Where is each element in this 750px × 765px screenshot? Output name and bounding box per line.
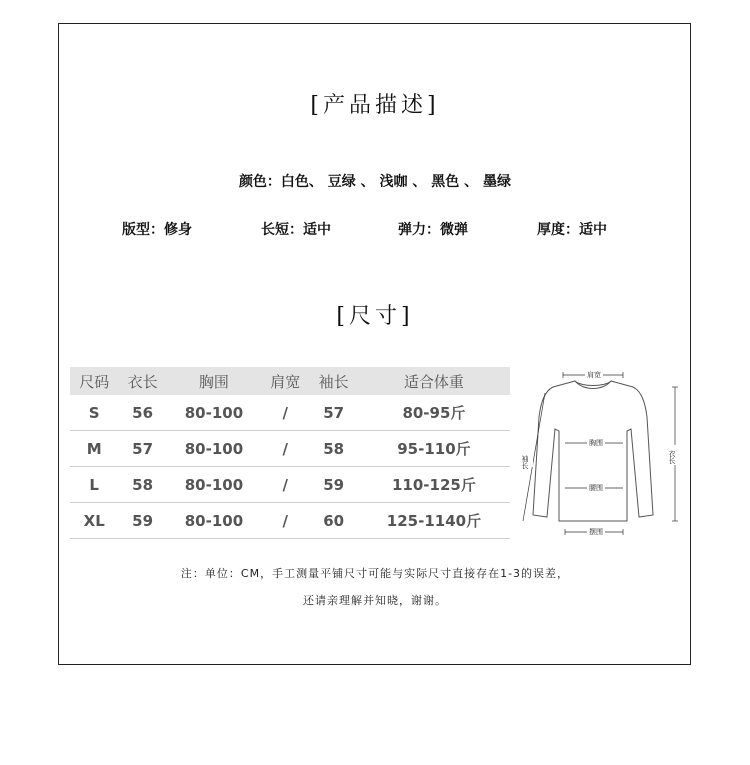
note-line-1: 注：单位：CM，手工测量平铺尺寸可能与实际尺寸直接存在1-3的误差， [180,567,570,580]
spec-thickness [537,219,607,239]
table-cell: 59 [309,467,357,503]
table-cell: 60 [309,503,357,539]
table-cell: / [261,431,309,467]
table-cell: 58 [118,467,166,503]
spec-label: 厚度： [537,222,579,238]
table-cell: 56 [118,395,166,431]
table-cell: 57 [309,395,357,431]
size-table-header [70,367,510,395]
table-row [70,467,510,503]
label-hem: 摆围 [589,528,603,536]
label-length: 衣长 [668,450,676,464]
label-waist: 腰围 [589,484,603,492]
table-cell: L [70,467,118,503]
label-shoulder: 肩宽 [587,371,601,379]
spec-label: 长短： [261,222,303,238]
table-cell: / [261,467,309,503]
size-table [70,367,510,539]
spec-label: 版型： [122,222,164,238]
header-size: 尺码 [70,367,118,395]
spec-label: 弹力： [398,222,440,238]
table-cell: 125-1140斤 [358,503,510,539]
shirt-outline [533,381,653,521]
description-title: [产品描述] [310,93,440,118]
table-cell: 57 [118,431,166,467]
header-shoulder: 肩宽 [261,367,309,395]
table-cell: 95-110斤 [358,431,510,467]
spec-value: 修身 [164,222,192,238]
size-title: [尺寸] [336,304,414,329]
table-cell: 80-100 [167,395,261,431]
color-options: 颜色：白色、 豆绿 、 浅咖 、 黑色 、 墨绿 [238,174,512,190]
table-cell: / [261,395,309,431]
table-row [70,395,510,431]
header-chest: 胸围 [167,367,261,395]
table-cell: M [70,431,118,467]
table-cell: S [70,395,118,431]
spec-length [261,219,331,239]
spec-fit [122,219,192,239]
garment-measurement-diagram [515,365,687,545]
spec-value: 微弹 [440,222,468,238]
table-cell: 59 [118,503,166,539]
header-length: 衣长 [118,367,166,395]
shirt-collar [575,381,611,386]
spec-value: 适中 [579,222,607,238]
table-row [70,503,510,539]
label-sleeve: 袖长 [521,455,529,469]
table-cell: 80-100 [167,467,261,503]
table-cell: XL [70,503,118,539]
table-cell: 80-95斤 [358,395,510,431]
table-cell: 58 [309,431,357,467]
table-cell: 110-125斤 [358,467,510,503]
note-line-2: 还请亲理解并知晓，谢谢。 [303,594,447,607]
label-chest: 胸围 [589,439,603,447]
table-row [70,431,510,467]
spec-value: 适中 [303,222,331,238]
header-weight: 适合体重 [358,367,510,395]
spec-elasticity [398,219,468,239]
table-cell: 80-100 [167,431,261,467]
header-sleeve: 袖长 [309,367,357,395]
table-cell: / [261,503,309,539]
table-cell: 80-100 [167,503,261,539]
